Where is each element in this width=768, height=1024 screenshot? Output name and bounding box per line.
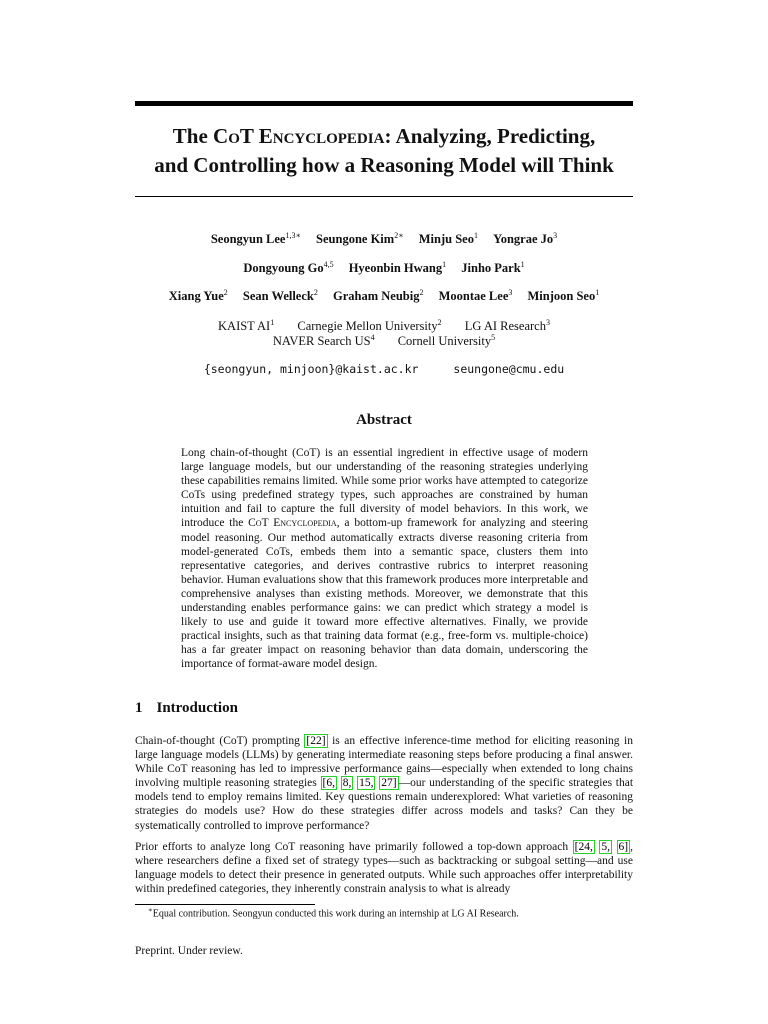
section-heading-introduction [135, 700, 238, 717]
abstract-heading: Abstract [356, 412, 412, 428]
author: Yongrae Jo$^3$ [493, 231, 558, 247]
author: Graham Neubig$^2$ [333, 288, 424, 304]
footnote [148, 906, 519, 919]
intro-paragraph-2: Prior efforts to analyze long CoT reasoning have primarily followed a top-down approach [24, 5, 6] , where researchers define a fixed set of strategy types—such as backtracking or subgoal setting—and use language models to detect their presence in generated outputs. While such approaches offer interpretability within predefined categories, they inherently constrain analysis to what is already [135, 841, 633, 896]
author: Hyeonbin Hwang$^1$ [348, 260, 447, 276]
paper-title [120, 122, 648, 180]
authors-row-2 [120, 260, 648, 276]
section-title: Introduction [156, 700, 238, 716]
title-line2: and Controlling how a Reasoning Model will Think [154, 153, 614, 177]
citation-link[interactable]: [6, [322, 777, 335, 790]
title-top-rule [135, 101, 633, 106]
title-brand: CoT Encyclopedia [213, 124, 385, 148]
citation-link[interactable]: 6] [618, 841, 629, 853]
author: Jinho Park$^1$ [461, 260, 525, 276]
title-bottom-rule [135, 196, 633, 197]
author: Minjoon Seo$^1$ [527, 288, 600, 304]
abstract-brand: CoT Encyclopedia [248, 517, 337, 530]
author: Dongyoung Go$^{4,5}$ [243, 260, 334, 276]
email-cmu: seungone@cmu.edu [453, 362, 565, 376]
title-part1: The [172, 124, 214, 148]
citation-link[interactable]: 15, [359, 777, 374, 790]
preprint-notice: Preprint. Under review. [135, 945, 243, 957]
author: Minju Seo$^1$ [418, 231, 478, 247]
affiliations-row-2 [120, 333, 648, 349]
citation-link[interactable]: 8, [342, 777, 352, 790]
author: Moontae Lee$^3$ [438, 288, 513, 304]
footnote-rule [135, 904, 315, 905]
footnote-mark: ∗ [148, 906, 153, 914]
citation-link[interactable]: [22] [306, 735, 326, 747]
affiliation: NAVER Search $US^4$ [272, 333, 375, 349]
author-emails [120, 362, 648, 376]
citation-link[interactable]: 5, [601, 841, 611, 853]
section-number: 1 [135, 700, 143, 716]
affiliation: Carnegie Mellon University$^2$ [297, 318, 442, 334]
authors-row-3 [120, 288, 648, 304]
abstract-body: Long chain-of-thought (CoT) is an essential ingredient in effective usage of modern large language models, but our understanding of the reasoning strategies underlying these capabilities remains limited. While some prior works have attempted to categorize CoTs using predefined strategy types, such approaches are constrained by human intuition and fail to capture the full diversity of model behaviors. In this work, we introduce the CoT Encyclopedia, a bottom-up framework for analyzing and steering model reasoning. Our method automatically extracts diverse reasoning criteria from model-generated CoTs, embeds them into a semantic space, clusters them into representative categories, and derives contrastive rubrics to interpret reasoning behavior. Human evaluations show that this framework produces more interpretable and comprehensive analyses than existing methods. Moreover, we demonstrate that this understanding enables performance gains: we can predict which strategy a model is likely to use and guide it toward more effective alternatives. Finally, we provide practical insights, such as that training data format (e.g., free-form vs. multiple-choice) has a far greater impact on reasoning behavior than data domain, underscoring the importance of format-aware model design. [181, 447, 588, 671]
affiliations-row-1 [120, 318, 648, 334]
affiliation: Cornell University$^5$ [397, 333, 496, 349]
affiliation: KAIST $AI^1$ [218, 318, 275, 334]
author: Seungone Kim$^{2∗}$ [316, 231, 404, 247]
affiliation: LG AI Research$^3$ [464, 318, 550, 334]
email-kaist: {seongyun, minjoon}@kaist.ac.kr [203, 362, 419, 376]
citation-link[interactable]: 27] [381, 777, 397, 790]
title-part2: : Analyzing, Predicting, [384, 124, 596, 148]
citation-link[interactable]: [24, [574, 841, 593, 853]
intro-paragraph-1: Chain-of-thought (CoT) prompting [22] is an effective inference-time method for eliciting reasoning in large language models (LLMs) by generating intermediate reasoning steps before producing a final answer. While CoT reasoning has led to impressive performance gains—especially when extended to long chains involving multiple reasoning strategies [6, 8, 15, 27] —our understanding of the specific strategies that models tend to employ remains limited. Key questions remain underexplored: What varieties of reasoning strategies do models use? How do these strategies differ across models and tasks? Can they be systematically controlled to improve performance? [135, 735, 634, 832]
footnote-text: Equal contribution. Seongyun conducted this work during an internship at LG AI Research. [152, 908, 519, 920]
author: Seongyun Lee$^{1,3∗}$ [210, 231, 301, 247]
author: Sean Welleck$^2$ [242, 288, 318, 304]
authors-row-1 [120, 231, 648, 247]
author: Xiang Yue$^2$ [168, 288, 228, 304]
